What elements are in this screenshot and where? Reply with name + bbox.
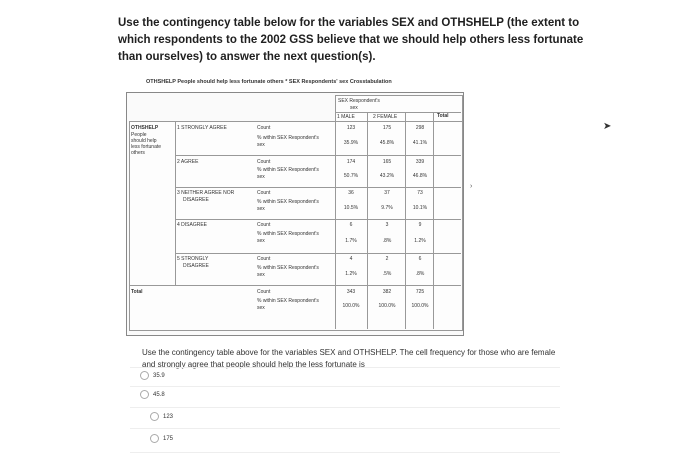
count-label: Count — [257, 289, 271, 295]
option-45-8[interactable] — [140, 390, 165, 399]
cat-strongly-disagree: 5 STRONGLY — [177, 256, 209, 262]
chevron-right-icon: › — [470, 183, 473, 190]
cell: 725 — [415, 289, 425, 295]
count-label: Count — [257, 190, 271, 196]
cell: 9.7% — [381, 205, 393, 211]
mouse-cursor-icon: ➤ — [603, 121, 612, 132]
option-label: 45.8 — [153, 391, 165, 398]
pct-label: % within SEX Respondent's — [257, 135, 319, 141]
cell: 10.5% — [343, 205, 359, 211]
cell: 6 — [418, 256, 422, 262]
pct-label-2: sex — [257, 174, 265, 180]
pct-label: % within SEX Respondent's — [257, 298, 319, 304]
count-label: Count — [257, 159, 271, 165]
crosstab-table — [126, 92, 464, 336]
pct-label: % within SEX Respondent's — [257, 199, 319, 205]
row-var-desc: others — [131, 150, 145, 156]
option-175[interactable] — [150, 434, 173, 443]
pct-label: % within SEX Respondent's — [257, 231, 319, 237]
cell: 73 — [417, 190, 423, 196]
cell: 100.0% — [411, 303, 429, 309]
cell: 46.8% — [412, 173, 428, 179]
cell: 1.7% — [345, 238, 357, 244]
cell: 175 — [382, 125, 392, 131]
header-sex: SEX Respondent's — [338, 98, 380, 104]
cat-strongly-disagree-2: DISAGREE — [183, 263, 209, 269]
header-sex-2: sex — [350, 105, 358, 111]
pct-label: % within SEX Respondent's — [257, 167, 319, 173]
cell: 50.7% — [343, 173, 359, 179]
cell: 41.1% — [412, 140, 428, 146]
cell: 1.2% — [345, 271, 357, 277]
cat-agree: 2 AGREE — [177, 159, 199, 165]
row-var-desc: should help — [131, 138, 157, 144]
question-text: Use the contingency table below for the variables SEX and OTHSHELP (the extent to which respondents to the 2002 GSS believe that we should help others less fortunate than ourselves) to answer the next question(s). — [118, 17, 584, 63]
cell: 123 — [346, 125, 356, 131]
table-title: OTHSHELP People should help less fortunate others * SEX Respondents' sex Crosstabulation — [146, 79, 392, 85]
pct-label-2: sex — [257, 272, 265, 278]
cell: 43.2% — [379, 173, 395, 179]
cell: 174 — [346, 159, 356, 165]
cell: 36 — [348, 190, 354, 196]
cell: 1.2% — [414, 238, 426, 244]
radio-icon[interactable] — [150, 434, 159, 443]
option-123[interactable] — [150, 412, 173, 421]
radio-icon[interactable] — [140, 390, 149, 399]
cell: .8% — [382, 238, 392, 244]
count-label: Count — [257, 125, 271, 131]
option-35-9[interactable] — [140, 371, 165, 380]
pct-label: % within SEX Respondent's — [257, 265, 319, 271]
cat-strongly-agree: 1 STRONGLY AGREE — [177, 125, 227, 131]
row-var-desc: People — [131, 132, 147, 138]
col-male: 1 MALE — [337, 114, 355, 120]
cell: .8% — [415, 271, 425, 277]
cell: 37 — [384, 190, 390, 196]
col-female: 2 FEMALE — [373, 114, 398, 120]
option-label: 123 — [163, 413, 174, 420]
cell: 4 — [349, 256, 353, 262]
cell: 382 — [382, 289, 392, 295]
cat-neither: 3 NEITHER AGREE NOR — [177, 190, 235, 196]
cell: 165 — [382, 159, 392, 165]
pct-label-2: sex — [257, 206, 265, 212]
cell: 3 — [385, 222, 389, 228]
radio-icon[interactable] — [150, 412, 159, 421]
cell: 2 — [385, 256, 389, 262]
cat-neither-2: DISAGREE — [183, 197, 209, 203]
cell: 100.0% — [378, 303, 396, 309]
cell: 35.9% — [343, 140, 359, 146]
cell: 339 — [415, 159, 425, 165]
cell: 100.0% — [342, 303, 360, 309]
cell: 298 — [415, 125, 425, 131]
cell: 6 — [349, 222, 353, 228]
col-total: Total — [437, 113, 449, 119]
cell: .5% — [382, 271, 392, 277]
row-var-desc: less fortunate — [131, 144, 162, 150]
question-prompt: Use the contingency table above for the variables SEX and OTHSHELP. The cell frequency for those who are female and strongly agree that people should help the less fortunate is — [142, 348, 556, 369]
pct-label-2: sex — [257, 142, 265, 148]
count-label: Count — [257, 256, 271, 262]
cell: 45.8% — [379, 140, 395, 146]
row-var: OTHSHELP — [131, 125, 159, 131]
count-label: Count — [257, 222, 271, 228]
total-label: Total — [131, 289, 143, 295]
pct-label-2: sex — [257, 238, 265, 244]
option-label: 35.9 — [153, 372, 165, 379]
option-label: 175 — [163, 435, 174, 442]
cat-disagree: 4 DISAGREE — [177, 222, 208, 228]
pct-label-2: sex — [257, 305, 265, 311]
cell: 10.1% — [412, 205, 428, 211]
cell: 9 — [418, 222, 422, 228]
radio-icon[interactable] — [140, 371, 149, 380]
cell: 343 — [346, 289, 356, 295]
